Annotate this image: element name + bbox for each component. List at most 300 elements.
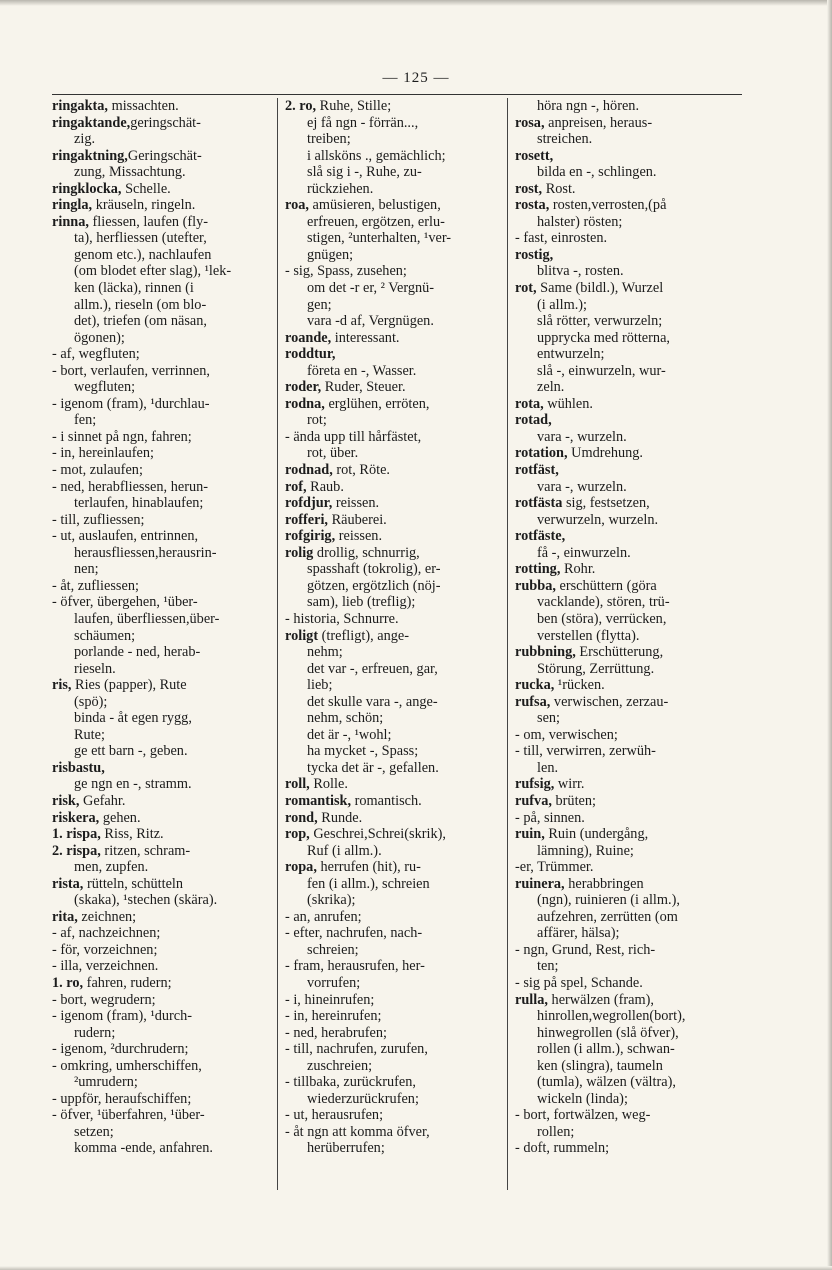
dictionary-line [285, 1124, 507, 1141]
dictionary-entry-line [515, 396, 743, 413]
entry-text: ²umrudern; [74, 1074, 138, 1091]
entry-text: Ruhe, Stille; [316, 98, 392, 114]
entry-text: - mot, zulaufen; [52, 462, 143, 479]
entry-text: - bort, wegrudern; [52, 991, 156, 1008]
dictionary-entry-line [515, 528, 743, 545]
dictionary-line [285, 247, 507, 264]
entry-text: (ngn), ruinieren (i allm.), [537, 892, 680, 909]
dictionary-entry-line [52, 197, 274, 214]
dictionary-line [52, 628, 274, 645]
entry-text: men, zupfen. [74, 859, 149, 876]
dictionary-entry-line [515, 462, 743, 479]
dictionary-line [515, 1124, 743, 1141]
entry-text: - bort, fortwälzen, weg- [515, 1107, 651, 1124]
dictionary-entry-line [515, 197, 743, 214]
entry-text: ge ett barn -, geben. [74, 743, 188, 760]
entry-text: det), triefen (om näsan, [74, 313, 207, 330]
entry-text: porlande - ned, herab- [74, 644, 201, 661]
entry-text: vara -d af, Vergnügen. [307, 313, 434, 330]
dictionary-line [52, 280, 274, 297]
dictionary-entry-line [52, 115, 274, 132]
headword: ruinera, [515, 875, 565, 892]
dictionary-line [285, 1074, 507, 1091]
column-divider-2 [507, 98, 508, 1190]
dictionary-line [52, 859, 274, 876]
dictionary-line [515, 1107, 743, 1124]
headword: rufva, [515, 792, 552, 809]
entry-text: herabbringen [564, 875, 644, 892]
headword: rotad, [515, 412, 552, 429]
dictionary-line [52, 727, 274, 744]
dictionary-line [285, 975, 507, 992]
dictionary-line [52, 462, 274, 479]
entry-text: reissen. [332, 495, 380, 512]
headword: rostig, [515, 246, 554, 263]
dictionary-line [52, 495, 274, 512]
entry-text: - ned, herabrufen; [285, 1024, 388, 1041]
entry-text: herrufen (hit), ru- [316, 859, 421, 876]
dictionary-entry-line [285, 379, 507, 396]
dictionary-line [52, 661, 274, 678]
entry-text: aufzehren, zerrütten (om [537, 908, 678, 925]
dictionary-line [52, 1107, 274, 1124]
entry-text: - sig, Spass, zusehen; [285, 263, 407, 280]
headword: rotting, [515, 561, 561, 578]
entry-text: - an, anrufen; [285, 908, 362, 925]
entry-text: kräuseln, ringeln. [92, 197, 196, 214]
dictionary-entry-line [52, 98, 274, 115]
dictionary-line [285, 1058, 507, 1075]
dictionary-entry-line [515, 280, 743, 297]
entry-text: halster) rösten; [537, 213, 623, 230]
entry-text: (om blodet efter slag), ¹lek- [74, 263, 232, 280]
entry-text: om det -r er, ² Vergnü- [307, 280, 435, 297]
entry-text: wegfluten; [74, 379, 136, 396]
headword: rubba, [515, 577, 556, 594]
dictionary-line [52, 346, 274, 363]
entry-text: - af, nachzeichnen; [52, 925, 161, 942]
headword: rista, [52, 875, 84, 892]
entry-text: erschüttern (göra [555, 577, 657, 594]
entry-text: (spö); [74, 693, 108, 710]
entry-text: - ut, auslaufen, entrinnen, [52, 528, 199, 545]
headword: ringaktande, [52, 114, 131, 131]
entry-text: ögonen); [74, 329, 125, 346]
entry-text: Schelle. [121, 180, 171, 197]
dictionary-line [285, 743, 507, 760]
dictionary-line [52, 313, 274, 330]
entry-text: Rost. [542, 180, 576, 197]
entry-text: Runde. [317, 809, 363, 826]
dictionary-line [52, 412, 274, 429]
dictionary-entry-line [285, 330, 507, 347]
entry-text: affärer, hälsa); [537, 925, 620, 942]
entry-text: ej få ngn - förrän..., [307, 114, 419, 131]
headword: rotfästa [515, 495, 563, 512]
dictionary-line [52, 594, 274, 611]
dictionary-line [515, 1091, 743, 1108]
dictionary-line [515, 131, 743, 148]
dictionary-line [515, 313, 743, 330]
column-divider-1 [277, 98, 278, 1190]
dictionary-line [285, 297, 507, 314]
entry-text: entwurzeln; [537, 346, 605, 363]
dictionary-line [285, 694, 507, 711]
page-top-edge [0, 0, 832, 6]
dictionary-line [52, 230, 274, 247]
dictionary-line [515, 346, 743, 363]
dictionary-line [52, 644, 274, 661]
entry-text: reissen. [335, 528, 383, 545]
entry-text: ken (slingra), taumeln [537, 1057, 663, 1074]
entry-text: - ut, herausrufen; [285, 1107, 384, 1124]
dictionary-line [52, 528, 274, 545]
headword: rofgirig, [285, 528, 336, 545]
entry-text: i allsköns ., gemächlich; [307, 147, 446, 164]
entry-text: - uppför, heraufschiffen; [52, 1090, 192, 1107]
headword: rotfäst, [515, 462, 559, 479]
headword: roligt [285, 627, 319, 644]
entry-text: - tillbaka, zurückrufen, [285, 1074, 416, 1091]
headword: rotfäste, [515, 528, 566, 545]
headword: ringla, [52, 197, 93, 214]
page-right-edge [827, 0, 832, 1270]
entry-text: treiben; [307, 131, 351, 148]
dictionary-line [52, 512, 274, 529]
dictionary-line [515, 330, 743, 347]
dictionary-line [52, 131, 274, 148]
dictionary-line [515, 743, 743, 760]
dictionary-entry-line [52, 760, 274, 777]
dictionary-entry-line [515, 412, 743, 429]
dictionary-line [515, 611, 743, 628]
entry-text: Ries (papper), Rute [71, 677, 187, 694]
entry-text: - fast, einrosten. [515, 230, 608, 247]
dictionary-line [52, 445, 274, 462]
entry-text: Umdrehung. [567, 445, 644, 462]
entry-text: - igenom (fram), ¹durchlau- [52, 395, 210, 412]
entry-text: - doft, rummeln; [515, 1140, 610, 1157]
entry-text: - i, hineinrufen; [285, 991, 375, 1008]
dictionary-line [285, 561, 507, 578]
dictionary-entry-line [52, 793, 274, 810]
dictionary-line [285, 115, 507, 132]
dictionary-line [515, 843, 743, 860]
entry-text: - öfver, übergehen, ¹über- [52, 594, 198, 611]
entry-text: spasshaft (tokrolig), er- [307, 561, 441, 578]
entry-text: gehen. [99, 809, 141, 826]
entry-text: setzen; [74, 1123, 114, 1140]
dictionary-line [515, 661, 743, 678]
dictionary-entry-line [515, 644, 743, 661]
headword: 2. ro, [285, 98, 317, 114]
entry-text: höra ngn -, hören. [537, 98, 640, 114]
entry-text: ha mycket -, Spass; [307, 743, 419, 760]
dictionary-entry-line [515, 181, 743, 198]
dictionary-column-2 [285, 98, 507, 1157]
dictionary-entry-line [515, 876, 743, 893]
headword: ropa, [285, 859, 317, 876]
entry-text: - historia, Schnurre. [285, 610, 399, 627]
dictionary-line [515, 909, 743, 926]
dictionary-line [285, 594, 507, 611]
dictionary-line [285, 661, 507, 678]
dictionary-line [285, 876, 507, 893]
dictionary-entry-line [515, 115, 743, 132]
dictionary-entry-line [285, 810, 507, 827]
entry-text: - i sinnet på ngn, fahren; [52, 428, 192, 445]
entry-text: rosten,verrosten,(på [549, 197, 667, 214]
dictionary-entry-line [52, 148, 274, 165]
entry-text: fen; [74, 412, 97, 429]
entry-text: romantisch. [351, 792, 422, 809]
headword: ringaktning, [52, 147, 128, 164]
headword: 2. rispa, [52, 842, 101, 859]
dictionary-line [515, 628, 743, 645]
headword: rond, [285, 809, 318, 826]
headword: rofferi, [285, 511, 328, 528]
entry-text: Geringschät- [127, 147, 202, 164]
headword: rota, [515, 395, 544, 412]
entry-text: verstellen (flytta). [537, 627, 640, 644]
entry-text: Same (bildl.), Wurzel [536, 280, 664, 297]
dictionary-entry-line [515, 992, 743, 1009]
dictionary-line [52, 545, 274, 562]
entry-text: sig, festsetzen, [562, 495, 650, 512]
dictionary-line [515, 164, 743, 181]
dictionary-entry-line [52, 826, 274, 843]
dictionary-entry-line [515, 247, 743, 264]
dictionary-line [52, 363, 274, 380]
dictionary-entry-line [285, 826, 507, 843]
entry-text: -er, Trümmer. [515, 859, 594, 876]
entry-text: bilda en -, schlingen. [537, 164, 657, 181]
headword: risk, [52, 792, 80, 809]
dictionary-line [515, 479, 743, 496]
entry-text: zeln. [537, 379, 565, 396]
headword: roande, [285, 329, 332, 346]
dictionary-entry-line [515, 148, 743, 165]
dictionary-line [52, 164, 274, 181]
headword: ruin, [515, 826, 545, 843]
dictionary-line [515, 958, 743, 975]
entry-text: genom etc.), nachlaufen [74, 246, 212, 263]
entry-text: - till, zufliessen; [52, 511, 145, 528]
dictionary-line [52, 1041, 274, 1058]
dictionary-line [52, 710, 274, 727]
entry-text: - af, wegfluten; [52, 346, 140, 363]
entry-text: ken (läcka), rinnen (i [74, 280, 194, 297]
entry-text: - bort, verlaufen, verrinnen, [52, 362, 210, 379]
dictionary-line [515, 1025, 743, 1042]
entry-text: - illa, verzeichnen. [52, 958, 159, 975]
dictionary-entry-line [285, 98, 507, 115]
dictionary-line [52, 330, 274, 347]
entry-text: schreien; [307, 941, 359, 958]
entry-text: Rolle. [309, 776, 348, 793]
entry-text: rollen; [537, 1123, 575, 1140]
dictionary-line [285, 131, 507, 148]
dictionary-line [52, 479, 274, 496]
headword: rot, [515, 280, 537, 297]
dictionary-line [285, 892, 507, 909]
dictionary-line [52, 611, 274, 628]
dictionary-line [515, 1140, 743, 1157]
entry-text: verwurzeln, wurzeln. [537, 511, 659, 528]
dictionary-line [515, 1008, 743, 1025]
dictionary-line [515, 263, 743, 280]
entry-text: blitva -, rosten. [537, 263, 624, 280]
dictionary-line [285, 1140, 507, 1157]
dictionary-line [52, 1008, 274, 1025]
entry-text: lieb; [307, 677, 333, 694]
headword: risbastu, [52, 759, 105, 776]
dictionary-line [52, 561, 274, 578]
entry-text: det är -, ¹wohl; [307, 726, 392, 743]
dictionary-line [52, 1091, 274, 1108]
dictionary-line [515, 975, 743, 992]
dictionary-line [515, 214, 743, 231]
headword: rodna, [285, 395, 325, 412]
dictionary-line [285, 727, 507, 744]
headword: rosta, [515, 197, 550, 214]
dictionary-entry-line [515, 793, 743, 810]
entry-text: Raub. [306, 478, 344, 495]
entry-text: rot, Röte. [332, 462, 390, 479]
entry-text: - in, hereinrufen; [285, 1008, 382, 1025]
entry-text: Störung, Zerrüttung. [537, 660, 655, 677]
dictionary-entry-line [52, 876, 274, 893]
dictionary-entry-line [285, 346, 507, 363]
dictionary-entry-line [285, 462, 507, 479]
dictionary-line [285, 1091, 507, 1108]
entry-text: laufen, überfliessen,über- [74, 610, 220, 627]
headword: ringklocka, [52, 180, 122, 197]
headword: roll, [285, 776, 310, 793]
entry-text: slå -, einwurzeln, wur- [537, 362, 666, 379]
dictionary-entry-line [515, 445, 743, 462]
dictionary-line [515, 512, 743, 529]
headword: rosett, [515, 147, 554, 164]
dictionary-entry-line [515, 495, 743, 512]
dictionary-entry-line [52, 909, 274, 926]
entry-text: tycka det är -, gefallen. [307, 759, 439, 776]
dictionary-line [52, 263, 274, 280]
dictionary-line [285, 412, 507, 429]
dictionary-line [515, 545, 743, 562]
headword: rubbning, [515, 644, 576, 661]
dictionary-line [285, 181, 507, 198]
headword: 1. ro, [52, 974, 84, 991]
entry-text: ritzen, schram- [100, 842, 191, 859]
entry-text: - sig på spel, Schande. [515, 974, 643, 991]
entry-text: wiederzurückrufen; [307, 1090, 419, 1107]
dictionary-line [285, 925, 507, 942]
dictionary-line [52, 1025, 274, 1042]
entry-text: - in, hereinlaufen; [52, 445, 155, 462]
headword: rotation, [515, 445, 568, 462]
dictionary-line [515, 98, 743, 115]
dictionary-line [285, 263, 507, 280]
headword: roddtur, [285, 346, 336, 363]
entry-text: företa en -, Wasser. [307, 362, 417, 379]
dictionary-line [515, 859, 743, 876]
entry-text: få -, einwurzeln. [537, 544, 631, 561]
dictionary-line [515, 925, 743, 942]
entry-text: rot, über. [307, 445, 359, 462]
headword: ringakta, [52, 98, 109, 114]
entry-text: hinwegrollen (slå öfver), [537, 1024, 679, 1041]
entry-text: rudern; [74, 1024, 116, 1041]
dictionary-line [515, 892, 743, 909]
entry-text: - ngn, Grund, Rest, rich- [515, 941, 656, 958]
dictionary-line [52, 1074, 274, 1091]
dictionary-line [285, 760, 507, 777]
entry-text: Erschütterung, [575, 644, 664, 661]
dictionary-line [285, 429, 507, 446]
entry-text: vara -, wurzeln. [537, 428, 627, 445]
entry-text: rollen (i allm.), schwan- [537, 1041, 675, 1058]
dictionary-line [52, 429, 274, 446]
headword: rofdjur, [285, 495, 333, 512]
entry-text: fen (i allm.), schreien [307, 875, 430, 892]
entry-text: sam), lieb (treflig); [307, 594, 416, 611]
entry-text: - ned, herabfliessen, herun- [52, 478, 209, 495]
entry-text: (skaka), ¹stechen (skära). [74, 892, 218, 909]
dictionary-line [285, 611, 507, 628]
headword: romantisk, [285, 792, 352, 809]
dictionary-entry-line [515, 578, 743, 595]
dictionary-line [52, 1058, 274, 1075]
dictionary-line [52, 992, 274, 1009]
entry-text: - för, vorzeichnen; [52, 941, 158, 958]
entry-text: gnügen; [307, 246, 354, 263]
dictionary-entry-line [515, 677, 743, 694]
entry-text: herausfliessen,herausrin- [74, 544, 217, 561]
entry-text: binda - åt egen rygg, [74, 710, 192, 727]
dictionary-column-3 [515, 98, 743, 1157]
dictionary-line [52, 1140, 274, 1157]
entry-text: götzen, ergötzlich (nöj- [307, 577, 441, 594]
dictionary-line [52, 958, 274, 975]
entry-text: - igenom, ²durchrudern; [52, 1041, 189, 1058]
dictionary-line [285, 164, 507, 181]
entry-text: zung, Missachtung. [74, 164, 186, 181]
entry-text: wickeln (linda); [537, 1090, 628, 1107]
entry-text: (i allm.); [537, 296, 588, 313]
entry-text: komma -ende, anfahren. [74, 1140, 213, 1157]
dictionary-entry-line [285, 776, 507, 793]
entry-text: fliessen, laufen (fly- [88, 213, 209, 230]
entry-text: det var -, erfreuen, gar, [307, 660, 438, 677]
headword: rolig [285, 544, 314, 561]
headword: roa, [285, 197, 309, 214]
entry-text: Rohr. [560, 561, 596, 578]
entry-text: - åt, zufliessen; [52, 577, 139, 594]
dictionary-line [52, 694, 274, 711]
header-rule [52, 94, 742, 95]
dictionary-entry-line [285, 793, 507, 810]
entry-text: fahren, rudern; [83, 974, 172, 991]
headword: roder, [285, 379, 322, 396]
dictionary-line [515, 760, 743, 777]
entry-text: gen; [307, 296, 332, 313]
entry-text: Ruf (i allm.). [307, 842, 382, 859]
dictionary-line [52, 396, 274, 413]
entry-text: wirr. [554, 776, 585, 793]
dictionary-line [52, 1124, 274, 1141]
dictionary-line [285, 843, 507, 860]
